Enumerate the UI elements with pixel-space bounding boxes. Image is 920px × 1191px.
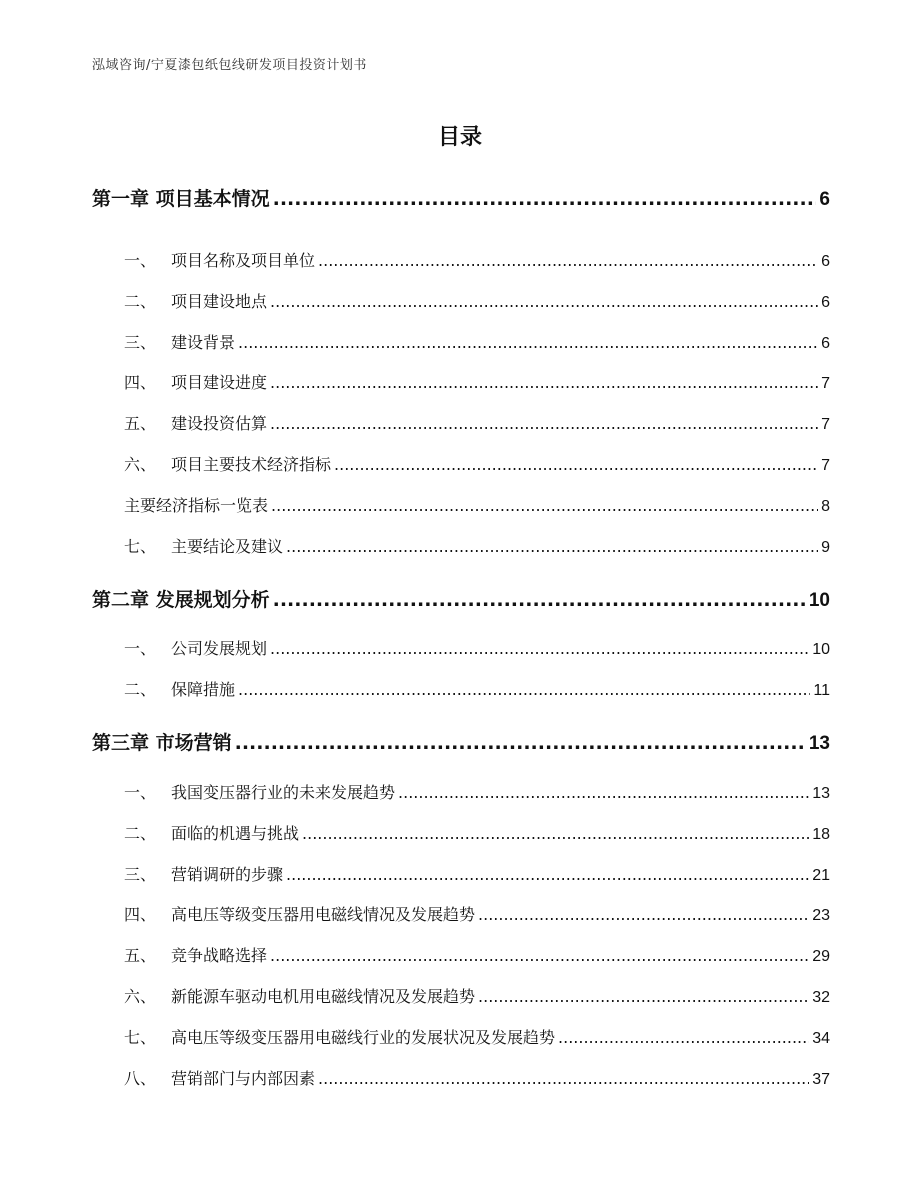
toc-entry-text: 营销调研的步骤 <box>171 865 284 884</box>
toc-section[interactable] <box>124 636 830 659</box>
toc-leader-dots <box>478 987 809 1006</box>
toc-leader-dots <box>270 292 818 311</box>
toc-leader-dots <box>318 251 818 270</box>
toc-entry-text: 第一章 项目基本情况 <box>92 188 270 210</box>
toc-entry-text: 我国变压器行业的未来发展趋势 <box>171 783 396 802</box>
toc-leader-dots <box>478 905 809 924</box>
toc-section[interactable] <box>124 370 830 393</box>
toc-leader-dots <box>302 824 809 843</box>
toc-section[interactable] <box>124 1025 830 1048</box>
toc-page-number: 7 <box>821 457 830 474</box>
toc-entry-text: 高电压等级变压器用电磁线情况及发展趋势 <box>171 905 476 924</box>
toc-section-number: 八、 <box>124 1069 157 1088</box>
toc-entry-text: 项目建设地点 <box>171 292 268 311</box>
toc-entry-text: 竞争战略选择 <box>171 946 268 965</box>
toc-page-number: 6 <box>819 189 830 210</box>
toc-leader-dots <box>318 1069 809 1088</box>
toc-section-number: 五、 <box>124 946 157 965</box>
toc-chapter-1[interactable] <box>92 184 830 211</box>
toc-entry-text: 主要经济指标一览表 <box>124 496 269 515</box>
toc-entry-text: 项目主要技术经济指标 <box>171 455 332 474</box>
toc-title: 目录 <box>437 125 482 150</box>
toc-entry-text: 项目建设进度 <box>171 373 268 392</box>
toc-entry-text: 公司发展规划 <box>171 639 268 658</box>
toc-leader-dots <box>238 333 818 352</box>
toc-section[interactable] <box>124 289 830 312</box>
toc-section[interactable] <box>124 902 830 925</box>
toc-page-number: 29 <box>812 948 830 965</box>
toc-entry-text: 第三章 市场营销 <box>92 732 232 754</box>
toc-page-number: 7 <box>821 416 830 433</box>
toc-section-number: 六、 <box>124 987 157 1006</box>
toc-leader-dots <box>235 732 806 754</box>
toc-leader-dots <box>270 639 809 658</box>
toc-entry-text: 第二章 发展规划分析 <box>92 589 270 611</box>
toc-entry-text: 保障措施 <box>171 680 236 699</box>
toc-section[interactable] <box>124 534 830 557</box>
running-header: 泓域咨询/宁夏漆包纸包线研发项目投资计划书 <box>92 58 367 73</box>
toc-chapter-3[interactable] <box>92 728 830 755</box>
toc-page-number: 32 <box>812 989 830 1006</box>
toc-page-number: 34 <box>812 1030 830 1047</box>
toc-leader-dots <box>273 188 817 210</box>
toc-section-number: 四、 <box>124 373 157 392</box>
toc-page-number: 7 <box>821 375 830 392</box>
toc-page-number: 6 <box>821 294 830 311</box>
toc-section-number: 一、 <box>124 639 157 658</box>
toc-chapter-2[interactable] <box>92 585 830 612</box>
toc-page-number: 13 <box>808 733 830 754</box>
toc-section-number: 五、 <box>124 414 157 433</box>
toc-entry-text: 主要结论及建议 <box>171 537 284 556</box>
toc-page-number: 23 <box>812 907 830 924</box>
toc-entry-text: 高电压等级变压器用电磁线行业的发展状况及发展趋势 <box>171 1028 556 1047</box>
toc-section-number: 一、 <box>124 251 157 270</box>
toc-section[interactable] <box>124 330 830 353</box>
toc-page-number: 10 <box>812 641 830 658</box>
toc-page-number: 18 <box>812 826 830 843</box>
toc-section[interactable] <box>124 780 830 803</box>
toc-entry-text: 建设投资估算 <box>171 414 268 433</box>
toc-leader-dots <box>270 373 818 392</box>
toc-section[interactable] <box>124 248 830 271</box>
toc-entry-text: 营销部门与内部因素 <box>171 1069 316 1088</box>
toc-leader-dots <box>271 496 818 515</box>
toc-leader-dots <box>270 946 809 965</box>
toc-leader-dots <box>334 455 818 474</box>
toc-section[interactable] <box>124 1066 830 1089</box>
toc-leader-dots <box>558 1028 809 1047</box>
toc-section-number: 二、 <box>124 292 157 311</box>
toc-section-number: 四、 <box>124 905 157 924</box>
toc-page-number: 8 <box>821 498 830 515</box>
toc-leader-dots <box>270 414 818 433</box>
toc-section[interactable] <box>124 493 830 516</box>
toc-section-number: 六、 <box>124 455 157 474</box>
toc-section[interactable] <box>124 862 830 885</box>
toc-leader-dots <box>238 680 810 699</box>
toc-leader-dots <box>286 865 809 884</box>
toc-section[interactable] <box>124 821 830 844</box>
toc-page-number: 6 <box>821 335 830 352</box>
toc-section[interactable] <box>124 943 830 966</box>
toc-page-number: 21 <box>812 867 830 884</box>
toc-section-number: 三、 <box>124 333 157 352</box>
toc-entry-text: 项目名称及项目单位 <box>171 251 316 270</box>
toc-page-number: 9 <box>821 539 830 556</box>
toc-entry-text: 建设背景 <box>171 333 236 352</box>
toc-section[interactable] <box>124 411 830 434</box>
toc-page-number: 11 <box>813 682 830 699</box>
toc-section-number: 一、 <box>124 783 157 802</box>
toc-page-number: 10 <box>808 590 830 611</box>
toc-leader-dots <box>398 783 809 802</box>
toc-section-number: 二、 <box>124 824 157 843</box>
toc-section-number: 二、 <box>124 680 157 699</box>
toc-page-number: 37 <box>812 1071 830 1088</box>
toc-leader-dots <box>286 537 818 556</box>
toc-entry-text: 面临的机遇与挑战 <box>171 824 300 843</box>
toc-section-number: 七、 <box>124 537 157 556</box>
toc-page-number: 6 <box>821 253 830 270</box>
toc-leader-dots <box>273 589 806 611</box>
toc-section[interactable] <box>124 452 830 475</box>
toc-section[interactable] <box>124 677 830 700</box>
toc-page-number: 13 <box>812 785 830 802</box>
toc-section-number: 七、 <box>124 1028 157 1047</box>
toc-section[interactable] <box>124 984 830 1007</box>
toc-entry-text: 新能源车驱动电机用电磁线情况及发展趋势 <box>171 987 476 1006</box>
toc-section-number: 三、 <box>124 865 157 884</box>
